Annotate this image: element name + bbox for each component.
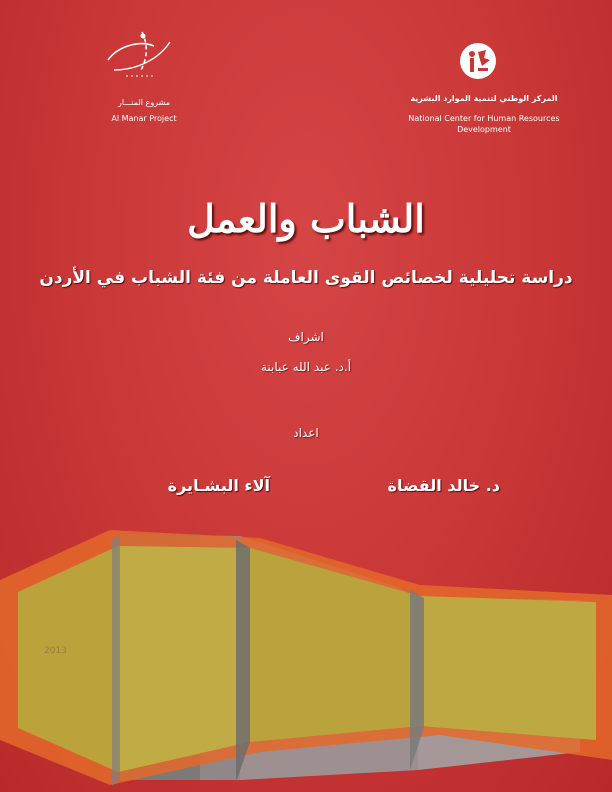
nchrd-name-ar: المركز الوطني لتنمية الموارد البشرية bbox=[410, 94, 558, 103]
author-1: د. خالد القضاة bbox=[387, 476, 500, 495]
al-manar-logo bbox=[96, 26, 192, 86]
nchrd-name-en-line2: Development bbox=[457, 125, 511, 134]
nchrd-logo bbox=[456, 40, 500, 82]
al-manar-name-ar: مشروع المنـــار bbox=[117, 98, 171, 107]
preparation-label: اعداد bbox=[293, 426, 319, 440]
report-title: الشباب والعمل bbox=[187, 196, 425, 241]
author-2: آلاء البشـايرة bbox=[167, 476, 270, 495]
supervision-label: اشراف bbox=[288, 330, 324, 344]
al-manar-name-en: Al Manar Project bbox=[111, 114, 177, 123]
nchrd-name-en-line1: National Center for Human Resources bbox=[408, 114, 560, 123]
supervisor-name: أ.د. عبد الله عبابنة bbox=[260, 360, 352, 374]
publication-year: 2013 bbox=[44, 646, 67, 656]
report-subtitle: دراسة تحليلية لخصائص القوى العاملة من فئة الشباب في الأردن bbox=[39, 268, 573, 288]
